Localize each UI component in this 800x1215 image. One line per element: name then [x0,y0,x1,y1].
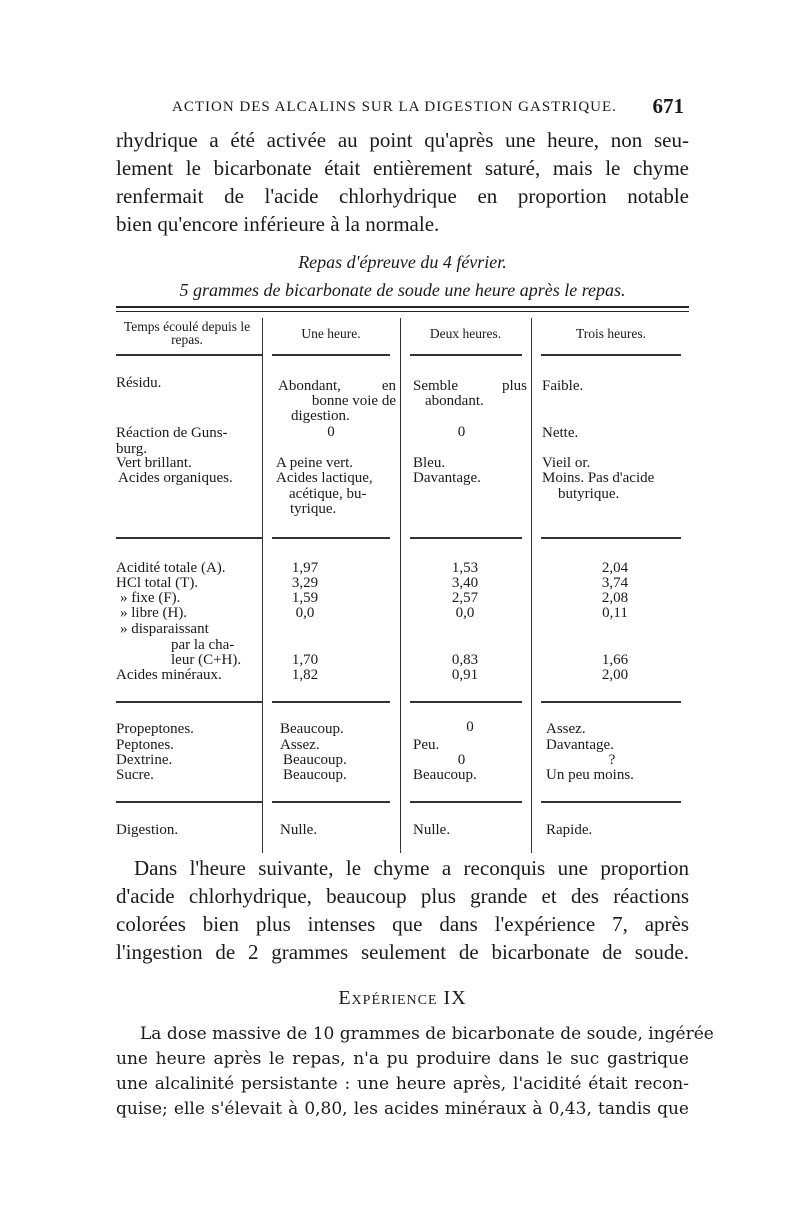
header-cell: Trois heures. [575,326,646,341]
cell: 1,59 [291,590,319,606]
table-top-rule [116,306,689,308]
row-label: burg. [116,441,147,457]
block-separator [541,801,681,803]
cell: Abondant, en [278,378,396,394]
cell: 0 [466,719,474,735]
row-label: Acides minéraux. [116,667,222,683]
cell: Davantage. [546,737,614,753]
block-separator [541,701,681,703]
cell: Nulle. [413,822,451,838]
cell: 2,00 [601,667,629,683]
row-label: Réaction de Guns- [116,425,228,441]
running-head [172,94,684,119]
page-number: 671 [652,94,684,118]
cell: 1,82 [291,667,319,683]
cell: Assez. [546,721,586,737]
cell: digestion. [291,408,350,424]
column-divider [531,318,532,853]
cell: 3,29 [291,575,319,591]
cell: bonne voie de [311,393,396,409]
cell: Rapide. [546,822,593,838]
cell: 0 [327,424,335,440]
section-title: Expérience IX [338,987,467,1009]
row-label: » disparaissant [120,621,209,637]
row-label: HCl total (T). [116,575,199,591]
header-cell: Une heure. [301,326,361,341]
header-separator [116,354,262,356]
row-label: Vert brillant. [116,455,192,471]
cell: 2,08 [601,590,629,606]
cell: Nulle. [280,822,318,838]
block-separator [272,537,390,539]
cell: 1,53 [451,560,479,576]
block-separator [272,701,390,703]
text-line: renfermait de l'acide chlorhydrique en proportion notable [116,184,689,208]
cell: tyrique. [290,501,337,517]
row-label: Dextrine. [116,752,173,768]
cell: ? [608,752,616,768]
table-top-rule-thin [116,311,689,312]
block-separator [410,701,522,703]
cell: Faible. [542,378,584,394]
cell: butyrique. [558,486,620,502]
text-line: Dans l'heure suivante, le chyme a reconquis une proportion [134,856,689,880]
text-line: l'ingestion de 2 grammes seulement de bicarbonate de soude. [116,940,689,964]
block-separator [410,537,522,539]
text-line: colorées bien plus intenses que dans l'expérience 7, après [116,912,689,936]
cell: 1,66 [601,652,629,668]
cell: Beaucoup. [413,767,477,783]
header-separator [541,354,681,356]
cell: Beaucoup. [283,752,347,768]
row-label: » fixe (F). [120,590,181,606]
cell: 0,0 [455,605,475,621]
row-label: Digestion. [116,822,179,838]
cell: abondant. [425,393,484,409]
header-separator [410,354,522,356]
text-line: d'acide chlorhydrique, beaucoup plus grande et des réactions [116,884,689,908]
cell: 1,97 [291,560,319,576]
cell: Beaucoup. [283,767,347,783]
cell: Vieil or. [542,455,591,471]
cell: A peine vert. [276,455,354,471]
block-separator [116,701,262,703]
text-line: rhydrique a été activée au point qu'après une heure, non seu- [116,128,689,152]
cell: Peu. [413,737,440,753]
row-label: Résidu. [116,375,162,391]
cell: 3,74 [601,575,629,591]
block-separator [541,537,681,539]
cell: acétique, bu- [289,486,367,502]
row-label: leur (C+H). [171,652,242,668]
column-divider [262,318,263,853]
text-line: une heure après le repas, n'a pu produire dans le suc gastrique [116,1049,689,1069]
cell: Semble plus [413,378,527,394]
text-line: une alcalinité persistante : une heure après, l'acidité était recon- [116,1074,689,1094]
cell: 0 [457,424,466,440]
cell: 0 [457,752,466,768]
cell: Davantage. [413,470,481,486]
block-separator [272,801,390,803]
cell: Nette. [542,425,579,441]
caption-title: Repas d'épreuve du 4 février. [298,252,507,272]
cell: 0,91 [451,667,479,683]
text-line: La dose massive de 10 grammes de bicarbonate de soude, ingérée [140,1024,714,1044]
header-cell: Temps écoulé depuis le repas. [123,319,251,347]
cell: 1,70 [291,652,319,668]
cell: Assez. [280,737,320,753]
row-label: Peptones. [116,737,174,753]
cell: Beaucoup. [280,721,344,737]
running-head-title: ACTION DES ALCALINS SUR LA DIGESTION GASTRIQUE. [172,99,617,115]
cell: Moins. Pas d'acide [542,470,655,486]
cell: 3,40 [451,575,479,591]
caption-subtitle: 5 grammes de bicarbonate de soude une heure après le repas. [179,280,626,300]
header-separator [272,354,390,356]
cell: 0,11 [602,605,628,621]
text-line: lement le bicarbonate était entièrement saturé, mais le chyme [116,156,689,180]
row-label: Sucre. [116,767,154,783]
row-label: Propeptones. [116,721,194,737]
column-divider [400,318,401,853]
row-label: Acides organiques. [118,470,233,486]
row-label: Acidité totale (A). [116,560,226,576]
text-line: quise; elle s'élevait à 0,80, les acides minéraux à 0,43, tandis que [116,1099,689,1119]
cell: 0,83 [451,652,479,668]
header-cell: Deux heures. [429,326,502,341]
cell: 2,57 [451,590,479,606]
block-separator [116,537,262,539]
block-separator [410,801,522,803]
row-label: par la cha- [171,637,235,653]
row-label: » libre (H). [120,605,188,621]
block-separator [116,801,262,803]
text-line: bien qu'encore inférieure à la normale. [116,212,440,236]
cell: 2,04 [601,560,629,576]
cell: Bleu. [413,455,446,471]
cell: Un peu moins. [546,767,634,783]
cell: 0,0 [295,605,315,621]
cell: Acides lactique, [276,470,373,486]
